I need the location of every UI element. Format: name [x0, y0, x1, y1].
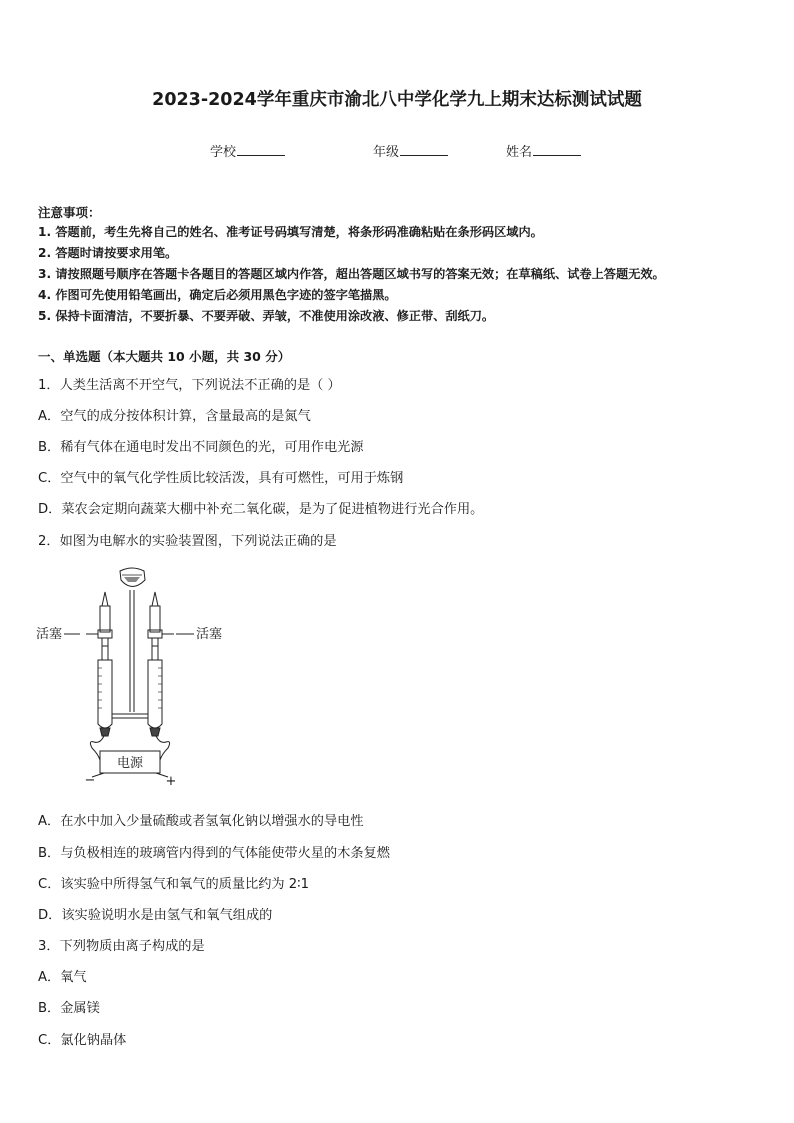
- left-stopcock-label: 活塞: [35, 627, 62, 642]
- note-item: 5. 保持卡面清洁，不要折暴、不要弄破、弄皱，不准使用涂改液、修正带、刮纸刀。: [38, 309, 495, 323]
- grade-blank[interactable]: [400, 142, 448, 156]
- note-item: 4. 作图可先使用铅笔画出，确定后必须用黑色字迹的签字笔描黑。: [38, 288, 397, 302]
- right-stopcock-label: 活塞: [196, 627, 223, 642]
- right-glass-tube: [152, 592, 158, 606]
- power-supply-label: 电源: [116, 756, 144, 771]
- note-item: 3. 请按照题号顺序在答题卡各题目的答题区域内作答，超出答题区域书写的答案无效；在草稿纸、试卷上答题无效。: [38, 267, 665, 281]
- left-electrode: [100, 728, 110, 736]
- question-1-stem: 1．人类生活离不开空气，下列说法不正确的是（ ）: [38, 378, 341, 393]
- school-field: [210, 141, 285, 160]
- question-3-option-a: A．氧气: [38, 970, 87, 985]
- notes-heading: 注意事项：: [38, 205, 101, 220]
- name-field: [506, 141, 581, 160]
- school-blank[interactable]: [237, 142, 285, 156]
- left-glass-tube: [102, 592, 108, 606]
- grade-label: 年级: [373, 145, 400, 160]
- grade-field: [373, 141, 448, 160]
- section-title: 一、单选题（本大题共 10 小题，共 30 分）: [38, 349, 291, 364]
- note-item: 1. 答题前，考生先将自己的姓名、准考证号码填写清楚，将条形码准确粘贴在条形码区域内。: [38, 225, 543, 239]
- question-1-option-b: B．稀有气体在通电时发出不同颜色的光，可用作电光源: [38, 440, 364, 455]
- question-2-option-d: D．该实验说明水是由氢气和氧气组成的: [38, 908, 273, 923]
- right-electrode: [150, 728, 160, 736]
- question-2-option-a: A．在水中加入少量硫酸或者氢氧化钠以增强水的导电性: [38, 814, 364, 829]
- question-3-option-c: C．氯化钠晶体: [38, 1033, 127, 1048]
- right-wire: [156, 736, 170, 760]
- note-item: 2. 答题时请按要求用笔。: [38, 246, 178, 260]
- name-blank[interactable]: [533, 142, 581, 156]
- student-info-fields: [0, 141, 794, 161]
- positive-terminal-label: +: [165, 774, 177, 789]
- question-2-option-c: C．该实验中所得氢气和氧气的质量比约为 2∶1: [38, 877, 309, 892]
- notes-list: [38, 223, 665, 328]
- question-1-option-c: C．空气中的氧气化学性质比较活泼，具有可燃性，可用于炼钢: [38, 471, 404, 486]
- question-1-option-a: A．空气的成分按体积计算，含量最高的是氮气: [38, 409, 311, 424]
- page-title: 2023-2024学年重庆市渝北八中学化学九上期末达标测试试题: [152, 90, 642, 110]
- negative-terminal-label: −: [84, 773, 96, 788]
- question-2-option-b: B．与负极相连的玻璃管内得到的气体能使带火星的木条复燃: [38, 846, 390, 861]
- electrolysis-apparatus-figure: [35, 562, 223, 790]
- question-3-stem: 3．下列物质由离子构成的是: [38, 939, 205, 954]
- question-2-stem: 2．如图为电解水的实验装置图，下列说法正确的是: [38, 534, 337, 549]
- question-3-option-b: B．金属镁: [38, 1001, 100, 1016]
- question-1-option-d: D．菜农会定期向蔬菜大棚中补充二氧化碳，是为了促进植物进行光合作用。: [38, 502, 484, 517]
- school-label: 学校: [210, 145, 237, 160]
- name-label: 姓名: [506, 145, 533, 160]
- left-wire: [90, 736, 104, 760]
